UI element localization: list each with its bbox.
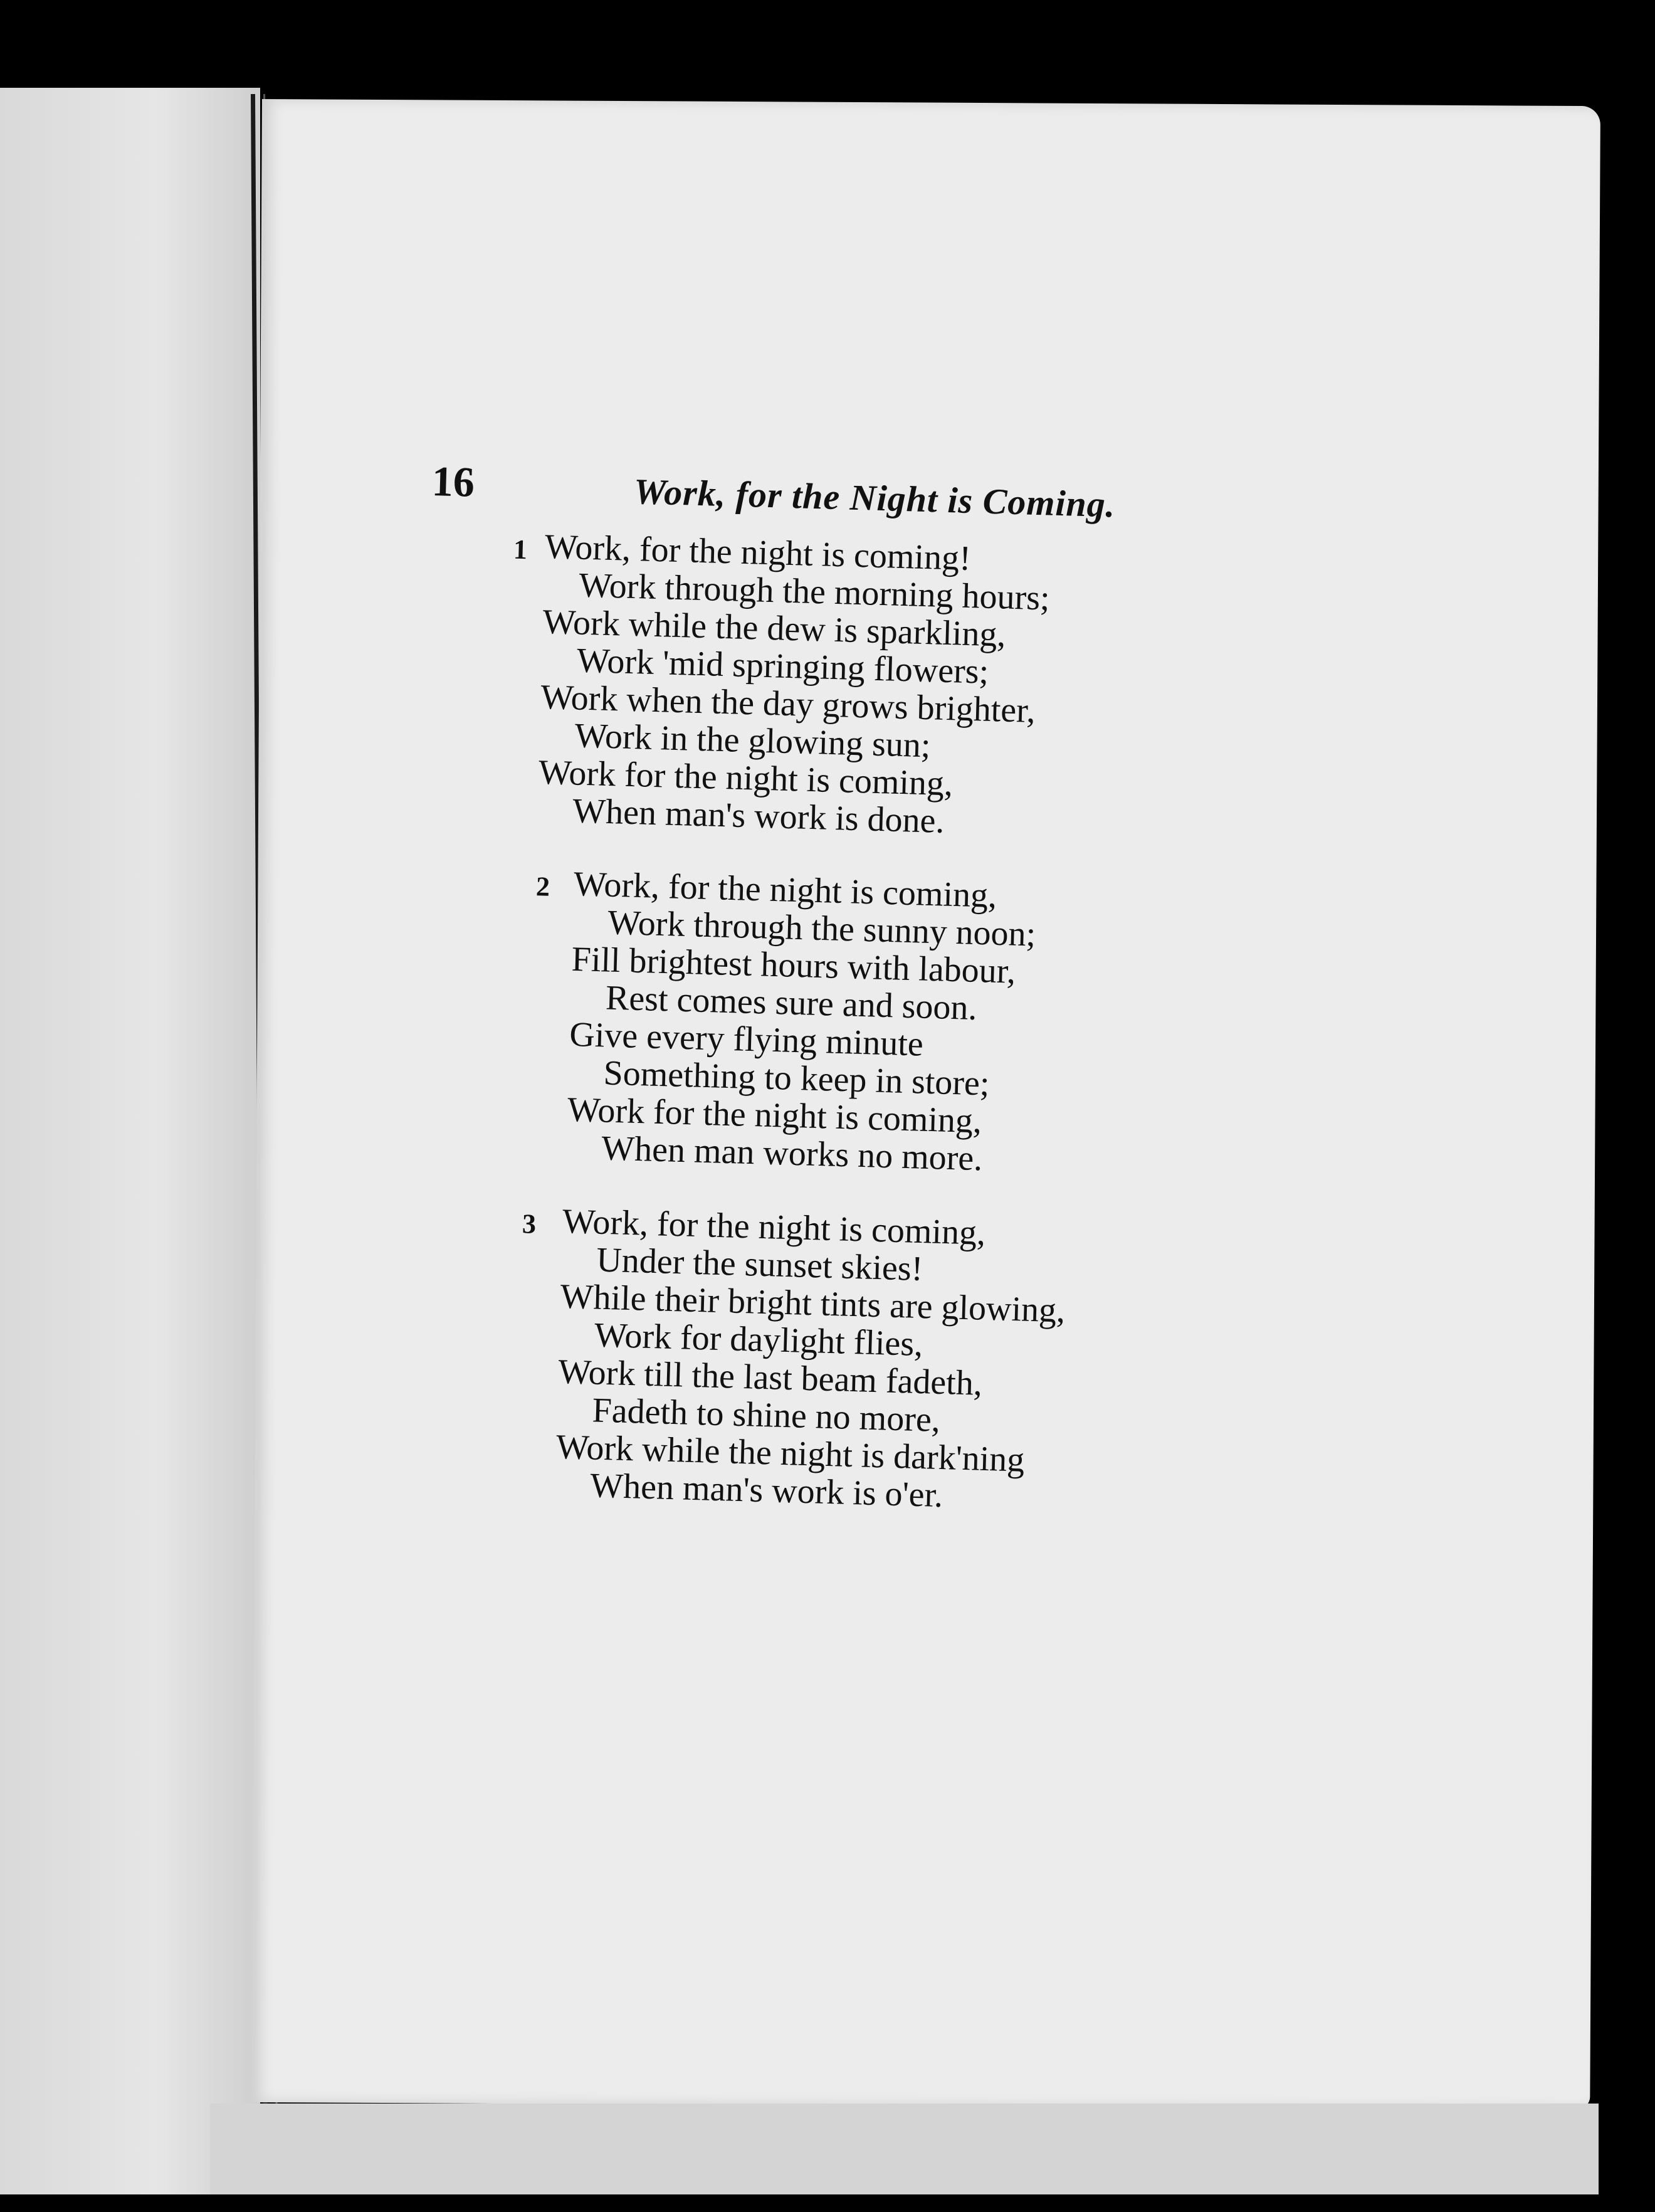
verse-line: Work for the night is coming, [567, 1090, 982, 1141]
verse-line: Work through the sunny noon; [607, 903, 1037, 954]
verse-1 [513, 527, 1051, 843]
verse-line: Give every flying minute [569, 1014, 924, 1064]
verse-line: Fadeth to shine no more, [591, 1391, 941, 1440]
verse-line: When man's work is o'er. [589, 1466, 944, 1515]
verse-line: Work till the last beam fadeth, [557, 1352, 983, 1403]
verse-number: 1 [513, 534, 528, 566]
adjacent-page-edge [0, 88, 260, 2194]
verse-2 [535, 865, 1038, 1179]
verse-line: Fill brightest hours with labour, [570, 939, 1017, 991]
verse-line: Work while the night is dark'ning [555, 1427, 1026, 1480]
verse-number: 2 [535, 871, 550, 902]
hymn-number: 16 [431, 456, 475, 506]
hymn-title: Work, for the Night is Coming. [633, 470, 1116, 525]
verse-line: Work 'mid springing flowers; [576, 641, 990, 692]
verse-line: Work, for the night is coming, [573, 865, 997, 915]
verse-line: Work, for the night is coming, [562, 1202, 986, 1253]
verse-3 [522, 1202, 1068, 1517]
verse-line: Work when the day grows brighter, [540, 677, 1036, 730]
verse-line: Work for daylight flies, [594, 1315, 924, 1364]
verse-line: Something to keep in store; [602, 1053, 990, 1103]
verse-line: Work in the glowing sun; [574, 716, 932, 766]
verse-line: While their bright tints are glowing, [559, 1277, 1066, 1330]
verse-line: Work, for the night is coming! [544, 527, 972, 578]
page-bottom-strip [210, 2104, 1599, 2194]
verse-line: Under the sunset skies! [596, 1240, 924, 1289]
verse-line: When man's work is done. [572, 791, 945, 841]
verse-line: Work while the dew is sparkling, [542, 602, 1007, 655]
verse-number: 3 [522, 1208, 537, 1240]
verse-line: Rest comes sure and soon. [605, 978, 978, 1028]
verse-line: Work through the morning hours; [578, 566, 1051, 618]
verse-line: When man works no more. [601, 1129, 984, 1179]
verse-line: Work for the night is coming, [538, 752, 954, 804]
